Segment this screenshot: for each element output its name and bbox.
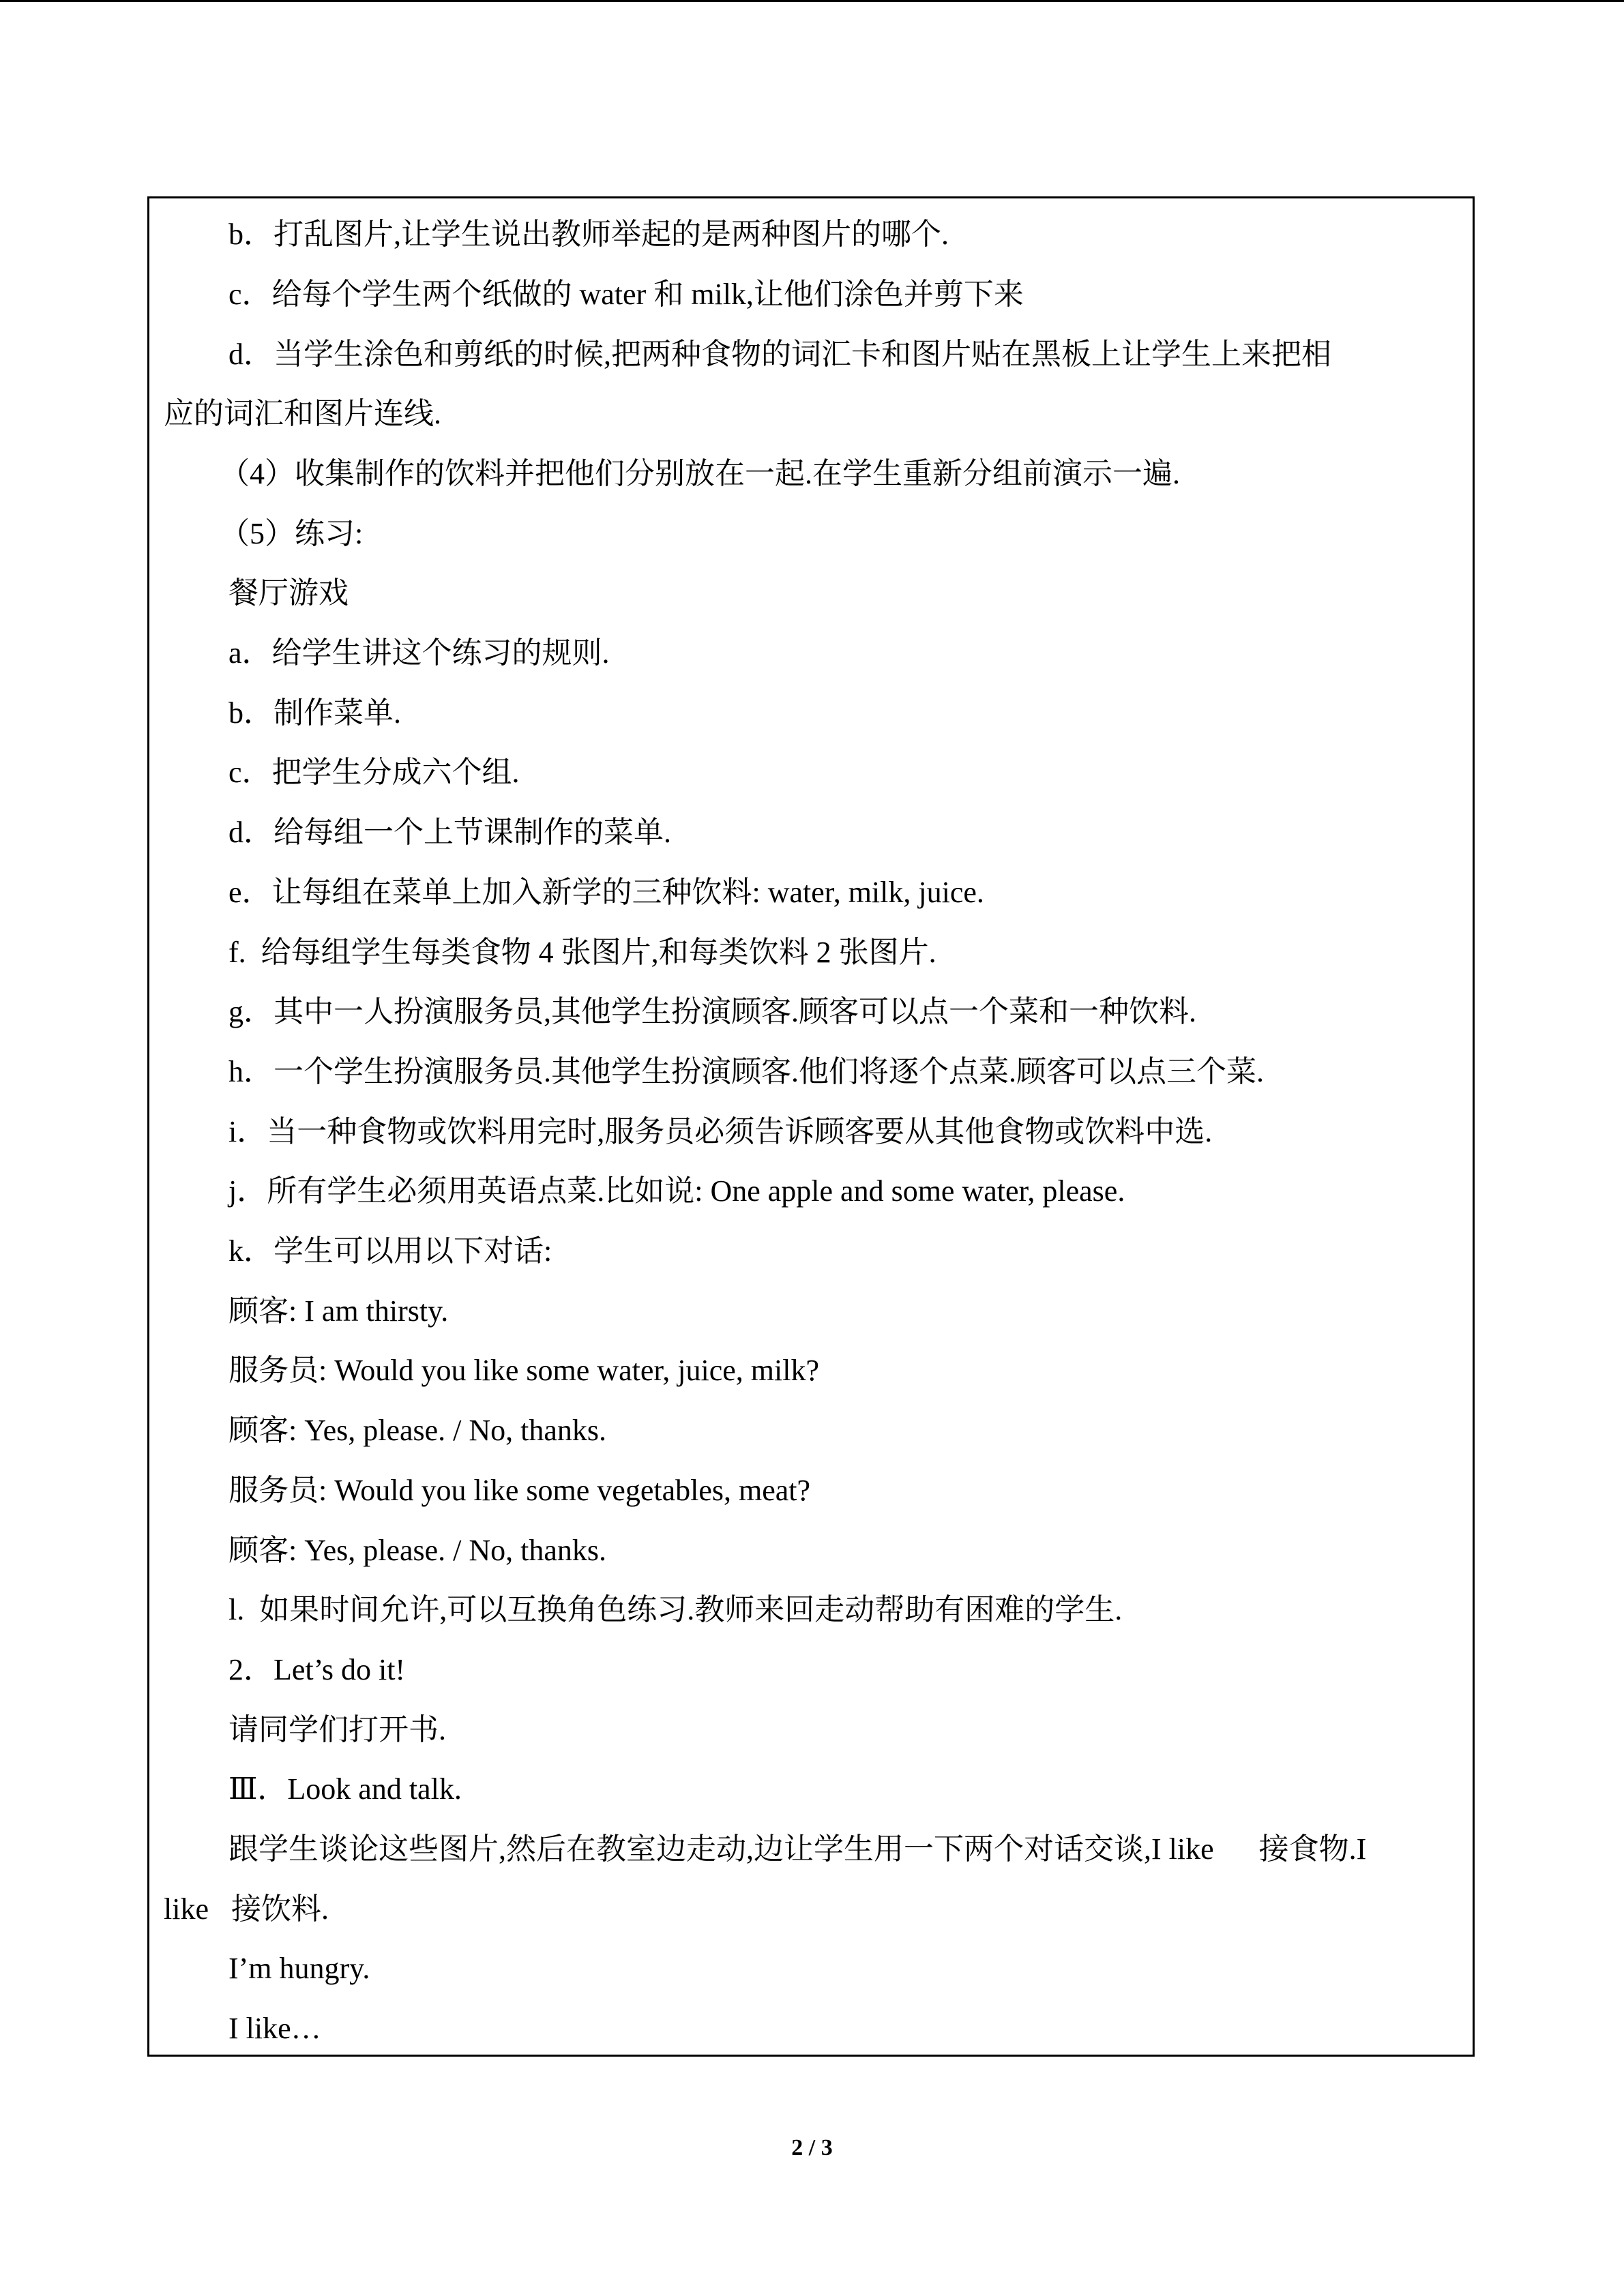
text-line: l. 如果时间允许,可以互换角色练习.教师来回走动帮助有困难的学生. — [228, 1593, 1123, 1626]
text-line: e．让每组在菜单上加入新学的三种饮料: water, milk, juice. — [228, 876, 984, 909]
page-number: 2 / 3 — [791, 2135, 833, 2160]
dialogue-line: 服务员: Would you like some vegetables, meat? — [228, 1474, 811, 1507]
text-line: （5）练习: — [220, 517, 364, 550]
section-heading: Ⅲ．Look and talk. — [228, 1772, 462, 1806]
text-line: 请同学们打开书. — [228, 1713, 446, 1746]
text-line: f. 给每组学生每类食物 4 张图片,和每类饮料 2 张图片. — [228, 936, 936, 969]
text-line: i．当一种食物或饮料用完时,服务员必须告诉顾客要从其他食物或饮料中选. — [228, 1115, 1213, 1148]
dialogue-line: 顾客: Yes, please. / No, thanks. — [228, 1414, 607, 1447]
text-line: k．学生可以用以下对话: — [228, 1234, 552, 1268]
text-line: 应的词汇和图片连线. — [164, 397, 441, 430]
text-line: h．一个学生扮演服务员.其他学生扮演顾客.他们将逐个点菜.顾客可以点三个菜. — [228, 1055, 1264, 1088]
text-line: 餐厅游戏 — [228, 576, 349, 610]
text-line: d．给每组一个上节课制作的菜单. — [228, 816, 671, 849]
dialogue-line: 服务员: Would you like some water, juice, milk? — [228, 1354, 819, 1387]
text-line: c．把学生分成六个组. — [228, 756, 520, 789]
text-line: c．给每个学生两个纸做的 water 和 milk,让他们涂色并剪下来 — [228, 278, 1024, 311]
text-line: 跟学生谈论这些图片,然后在教室边走动,边让学生用一下两个对话交谈,I like 接食物.I — [228, 1832, 1367, 1866]
text-line: a．给学生讲这个练习的规则. — [228, 636, 610, 670]
text-line: （4）收集制作的饮料并把他们分别放在一起.在学生重新分组前演示一遍. — [220, 457, 1180, 490]
dialogue-line: 顾客: Yes, please. / No, thanks. — [228, 1534, 607, 1567]
text-line: b．制作菜单. — [228, 696, 401, 730]
text-line: like 接饮料. — [164, 1892, 329, 1926]
text-line: 2．Let’s do it! — [228, 1653, 406, 1686]
text-line: b．打乱图片,让学生说出教师举起的是两种图片的哪个. — [228, 218, 949, 251]
text-line: d．当学生涂色和剪纸的时候,把两种食物的词汇卡和图片贴在黑板上让学生上来把相 — [228, 338, 1331, 371]
text-line: g．其中一人扮演服务员,其他学生扮演顾客.顾客可以点一个菜和一种饮料. — [228, 995, 1196, 1028]
text-line: I’m hungry. — [228, 1952, 370, 1985]
top-rule — [0, 0, 1624, 2]
text-line: I like… — [228, 2012, 321, 2045]
text-line: j．所有学生必须用英语点菜.比如说: One apple and some water, please. — [228, 1174, 1125, 1208]
dialogue-line: 顾客: I am thirsty. — [228, 1294, 449, 1328]
